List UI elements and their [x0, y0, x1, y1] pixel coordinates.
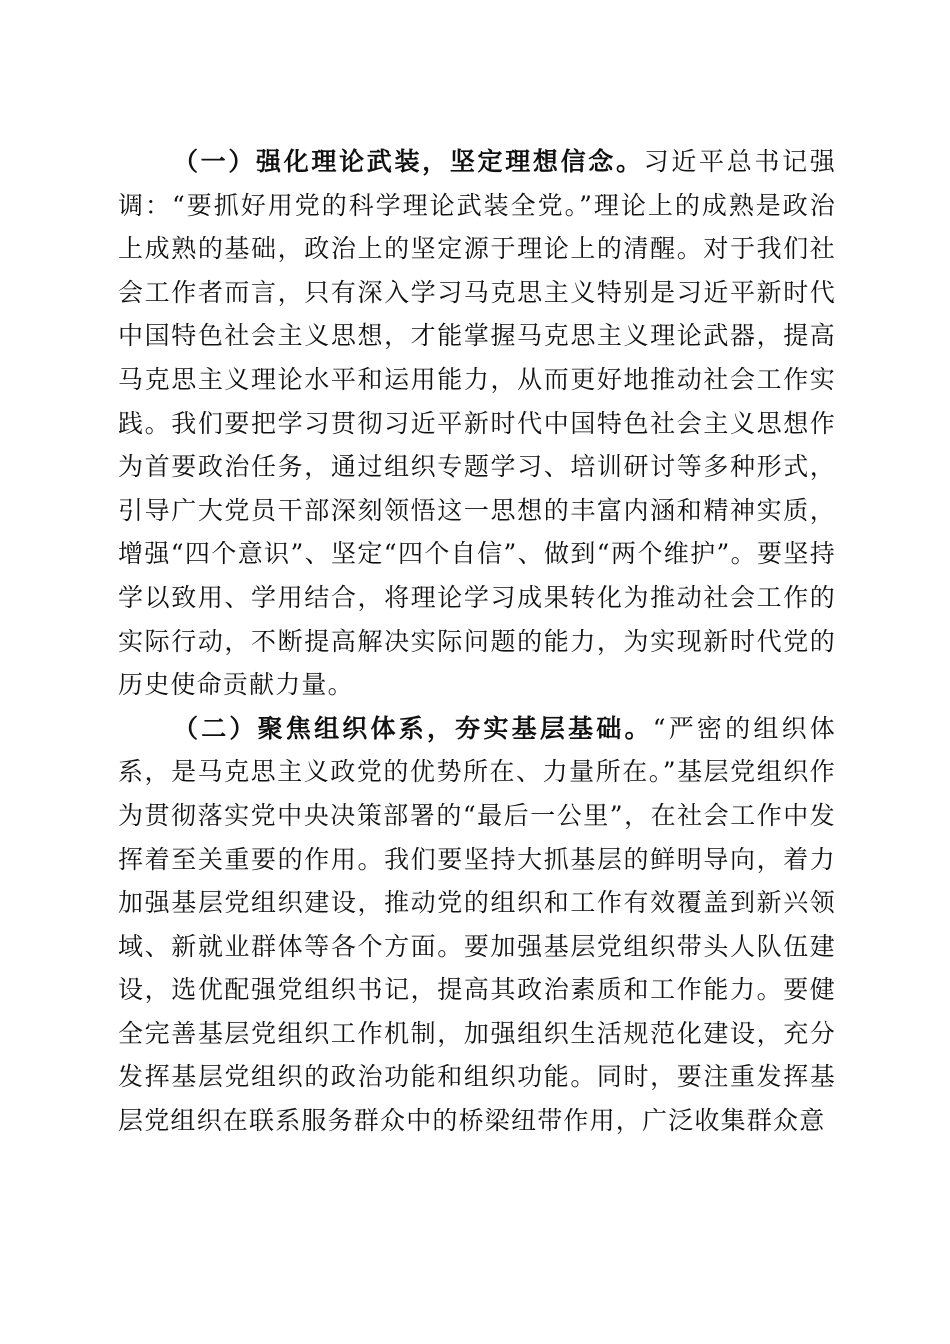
document-body	[118, 140, 836, 1143]
paragraph-2	[118, 707, 836, 1143]
paragraph-1	[118, 140, 836, 707]
paragraph-1-body: 习近平总书记强调：“要抓好用党的科学理论武装全党。”理论上的成熟是政治上成熟的基础，政治上的坚定源于理论上的清醒。对于我们社会工作者而言，只有深入学习马克思主义特别是习近平新时代中国特色社会主义思想，才能掌握马克思主义理论武器，提高马克思主义理论水平和运用能力，从而更好地推动社会工作实践。我们要把学习贯彻习近平新时代中国特色社会主义思想作为首要政治任务，通过组织专题学习、培训研讨等多种形式，引导广大党员干部深刻领悟这一思想的丰富内涵和精神实质，增强“四个意识”、坚定“四个自信”、做到“两个维护”。要坚持学以致用、学用结合，将理论学习成果转化为推动社会工作的实际行动，不断提高解决实际问题的能力，为实现新时代党的历史使命贡献力量。	[118, 147, 836, 700]
paragraph-2-body: “严密的组织体系，是马克思主义政党的优势所在、力量所在。”基层党组织作为贯彻落实党中央决策部署的“最后一公里”，在社会工作中发挥着至关重要的作用。我们要坚持大抓基层的鲜明导向，着力加强基层党组织建设，推动党的组织和工作有效覆盖到新兴领域、新就业群体等各个方面。要加强基层党组织带头人队伍建设，选优配强党组织书记，提高其政治素质和工作能力。要健全完善基层党组织工作机制，加强组织生活规范化建设，充分发挥基层党组织的政治功能和组织功能。同时，要注重发挥基层党组织在联系服务群众中的桥梁纽带作用，广泛收集群众意	[118, 713, 836, 1136]
paragraph-1-heading: （一）强化理论武装，坚定理想信念。	[173, 147, 644, 176]
paragraph-2-heading: （二）聚焦组织体系，夯实基层基础。	[173, 713, 653, 743]
